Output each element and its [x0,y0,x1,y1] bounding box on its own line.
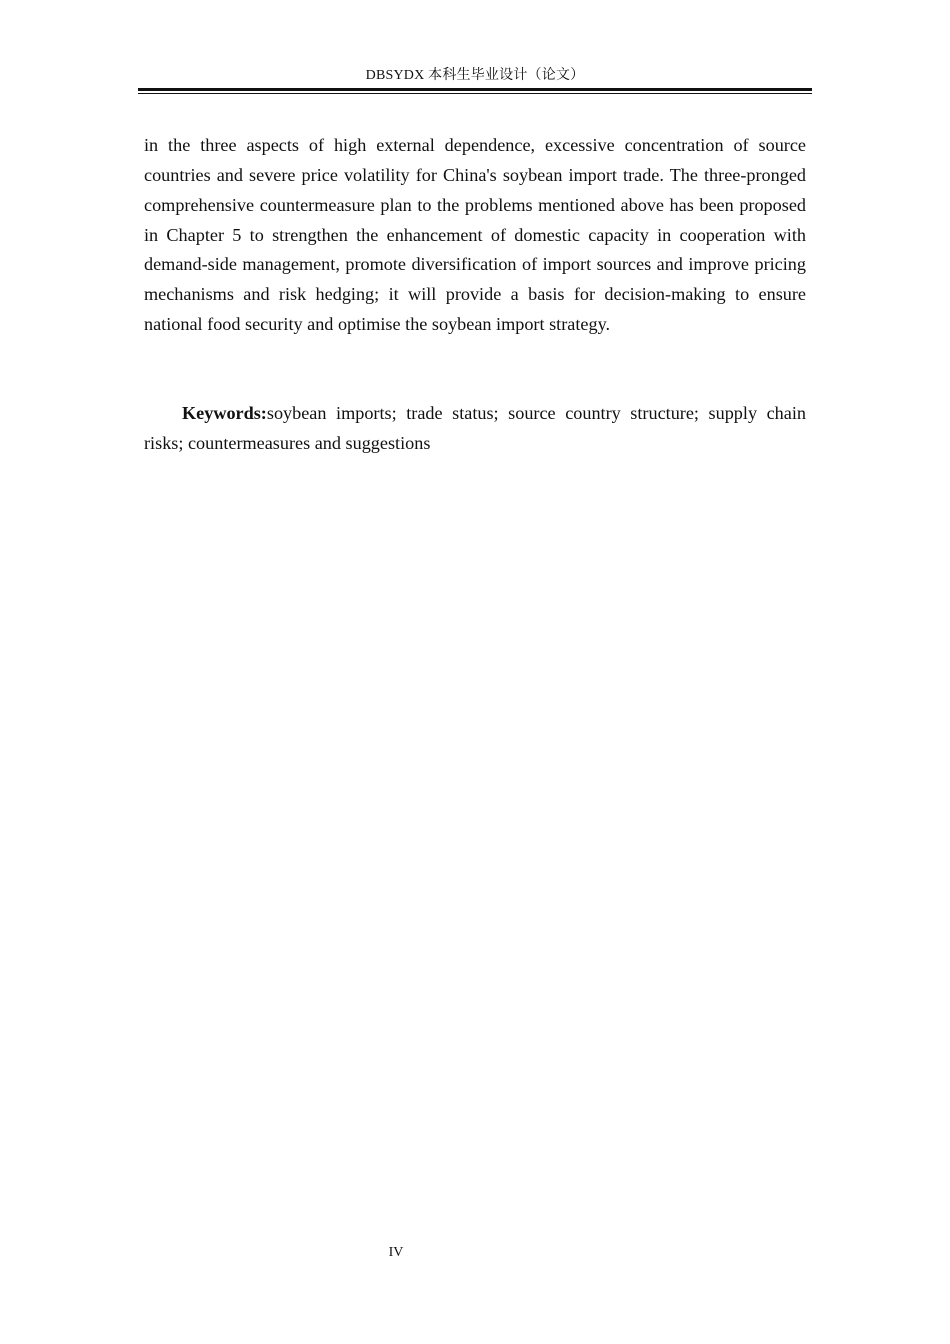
page-number: IV [388,1245,404,1260]
abstract-paragraph: in the three aspects of high external dependence, excessive concentration of source countries and severe price volatility for China's soybean import trade. The three-pronged comprehensive countermeasure plan to the problems mentioned above has been proposed in Chapter 5 to strengthen the enhancement of domestic capacity in cooperation with demand-side management, promote diversification of import sources and improve pricing mechanisms and risk hedging; it will provide a basis for decision-making to ensure national food security and optimise the soybean import strategy. [144,135,806,334]
header-rule-thin [138,93,812,94]
header-rule-thick [138,88,812,91]
keywords-paragraph [144,399,806,459]
keywords-label: Keywords: [182,403,267,424]
keywords-text: soybean imports; trade status; source country structure; supply chain risks; countermeasures and suggestions [144,403,806,453]
running-header: DBSYDX 本科生毕业设计（论文） [365,68,585,83]
